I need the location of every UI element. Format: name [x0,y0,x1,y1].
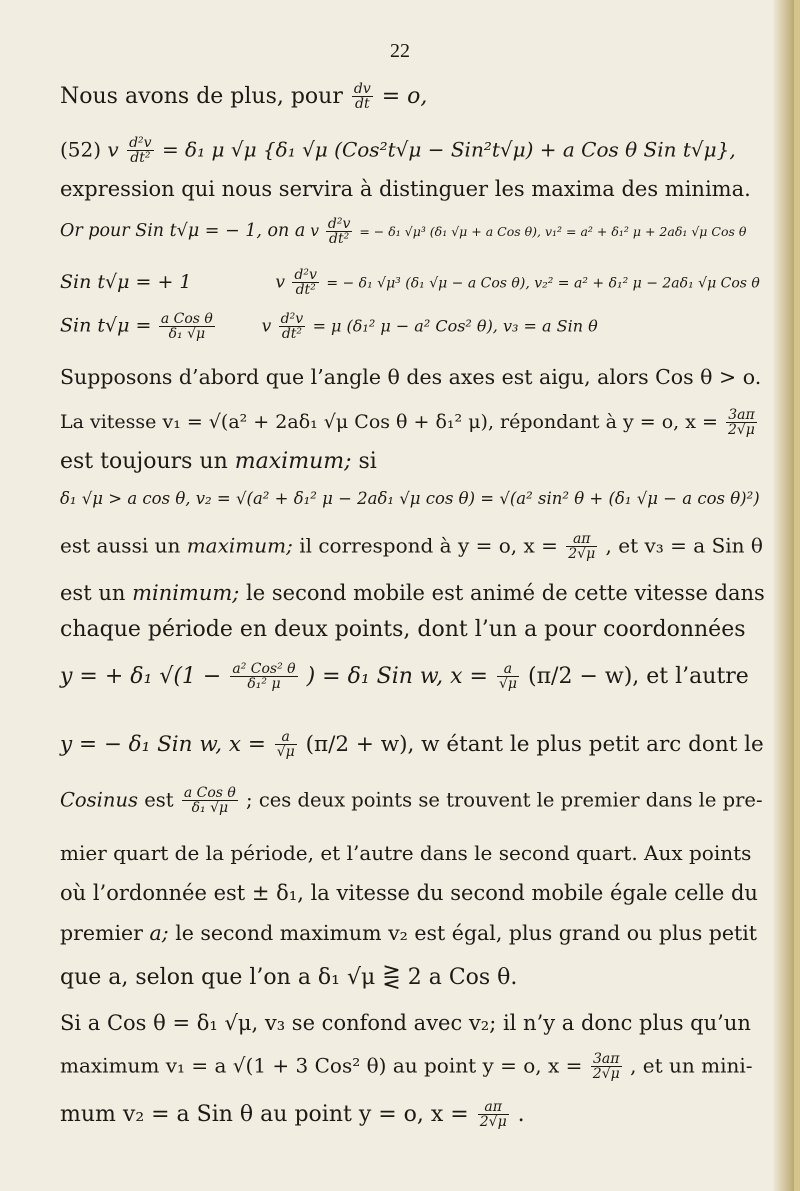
case-condition: Or pour Sin t√μ = − 1, on a [60,221,306,241]
italic-term: minimum; [132,581,240,605]
equation-case-cos [60,312,598,342]
fraction-d2v-dt2: $\frac{\text{d²v}}{\text{dt²}}$ [294,267,317,298]
line-text: y = + δ₁ √(1 − [60,664,222,689]
line-text: premier [60,921,143,945]
text-line-3: expression qui nous servira à distinguer les maxima des minima. [60,177,751,201]
line-text: (π/2 + w), w étant le plus petit arc dont le [305,732,764,757]
line-text: il correspond à y = o, x = [299,533,558,558]
text-line-8 [60,408,759,438]
fraction-a-sqrtmu: $\frac{a}{√\mu}$ [276,729,295,760]
line-text: mum v₂ = a Sin θ au point y = o, x = [60,1102,469,1127]
equation-v2: δ₁ √μ > a cos θ, v₂ = √(a² + δ₁² μ − 2aδ₁ √μ cos θ) = √(a² sin² θ + (δ₁ √μ − a cos θ)²) [60,489,760,508]
text-line-22 [60,1052,753,1082]
text-line-14 [60,662,749,692]
equation-52 [60,136,736,166]
symbol-v: v [261,316,272,337]
fraction-dv-dt: $\frac{dv}{dt}$ [353,81,371,112]
italic-term: a; [149,921,169,945]
fraction-d2v-dt2: $\frac{\text{d²v}}{\text{dt²}}$ [280,311,304,342]
fraction-a2cos2: $\frac{\text{a² Cos² θ}}{\text{δ₁² μ}}$ [232,661,296,692]
line-text: . [517,1102,525,1127]
line-text: le second mobile est animé de cette vitesse dans [246,581,765,605]
fraction-d2v-dt2: $\frac{\text{d²v}}{\text{dt²}}$ [129,135,152,166]
page-number: 22 [390,40,410,62]
line-text: Nous avons de plus, pour [60,84,343,109]
line-text: (π/2 − w), et l’autre [528,664,749,689]
fraction-acos-delta: $\frac{\text{a Cos θ}}{\text{δ₁ √μ}}$ [183,785,236,816]
text-line-15 [60,730,764,760]
line-text: est [144,788,174,812]
line-text: maximum v₁ = a √(1 + 3 Cos² θ) au point y = o, x = [60,1053,583,1078]
text-line-18: où l’ordonnée est ± δ₁, la vitesse du second mobile égale celle du [60,881,758,905]
line-text: le second maximum v₂ est égal, plus grand ou plus petit [175,921,758,945]
text-line-16 [60,786,763,816]
text-line-21: Si a Cos θ = δ₁ √μ, v₃ se confond avec v₂; il n’y a donc plus qu’un [60,1011,751,1035]
line-text: ) = δ₁ Sin w, x = [306,664,488,689]
italic-term: maximum; [234,449,352,474]
line-text: , et un mini- [630,1053,753,1078]
line-text: est toujours un [60,449,228,474]
text-line-9 [60,450,377,474]
line-text: ; ces deux points se trouvent le premier dans le pre- [246,788,763,812]
page-edge-strip [794,0,800,1191]
equation-rhs: = − δ₁ √μ³ (δ₁ √μ − a Cos θ), v₂² = a² + δ₁² μ − 2aδ₁ √μ Cos θ [326,275,760,292]
equation-rhs: = μ (δ₁² μ − a² Cos² θ), v₃ = a Sin θ [312,316,598,336]
line-text: si [358,449,377,474]
text-line-23 [60,1100,525,1130]
equation-number: (52) [60,137,102,162]
equation-case-minus-one [60,217,746,247]
text-line-19 [60,922,757,945]
text-line-7: Supposons d’abord que l’angle θ des axes est aigu, alors Cos θ > o. [60,365,762,389]
symbol-v: v [310,222,319,240]
line-text: = o, [381,84,428,109]
text-line-12 [60,582,765,605]
equation-case-plus-one [60,268,760,298]
line-text: y = − δ₁ Sin w, x = [60,732,266,757]
line-text: , et v₃ = a Sin θ [605,533,763,558]
fraction-3api: $\frac{3a\pi}{2√\mu}$ [592,1051,620,1082]
italic-term: Cosinus [60,788,139,812]
fraction-d2v-dt2: $\frac{\text{d²v}}{\text{dt²}}$ [327,216,351,247]
equation-rhs: = − δ₁ √μ³ (δ₁ √μ + a Cos θ), v₁² = a² + δ₁² μ + 2aδ₁ √μ Cos θ [359,224,747,239]
symbol-v: v [107,137,119,162]
italic-term: maximum; [186,533,293,558]
text-line-17: mier quart de la période, et l’autre dans le second quart. Aux points [60,841,752,865]
fraction-api: $\frac{a\pi}{2√\mu}$ [479,1099,507,1130]
symbol-v: v [275,272,286,293]
fraction-acos-delta: $\frac{\text{a Cos θ}}{\text{δ₁ √μ}}$ [160,311,213,342]
text-line-20: que a, selon que l’on a δ₁ √μ ⋛ 2 a Cos θ. [60,965,518,990]
fraction-api: $\frac{a\pi}{2√\mu}$ [568,531,596,562]
fraction-a-sqrtmu: $\frac{a}{√\mu}$ [498,661,517,692]
case-condition: Sin t√μ = + 1 [60,270,192,293]
line-text: La vitesse v₁ = √(a² + 2aδ₁ √μ Cos θ + δ₁² μ), répondant à y = o, x = [60,411,718,433]
line-text: est un [60,581,126,605]
text-line-11 [60,532,763,562]
case-condition: Sin t√μ = [60,314,152,337]
text-line-1 [60,82,427,112]
line-text: est aussi un [60,533,181,558]
equation-rhs: = δ₁ μ √μ {δ₁ √μ (Cos²t√μ − Sin²t√μ) + a Cos θ Sin t√μ}, [161,137,736,162]
fraction-3api: $\frac{3a\pi}{2√\mu}$ [727,407,755,438]
text-line-13: chaque période en deux points, dont l’un a pour coordonnées [60,617,746,642]
